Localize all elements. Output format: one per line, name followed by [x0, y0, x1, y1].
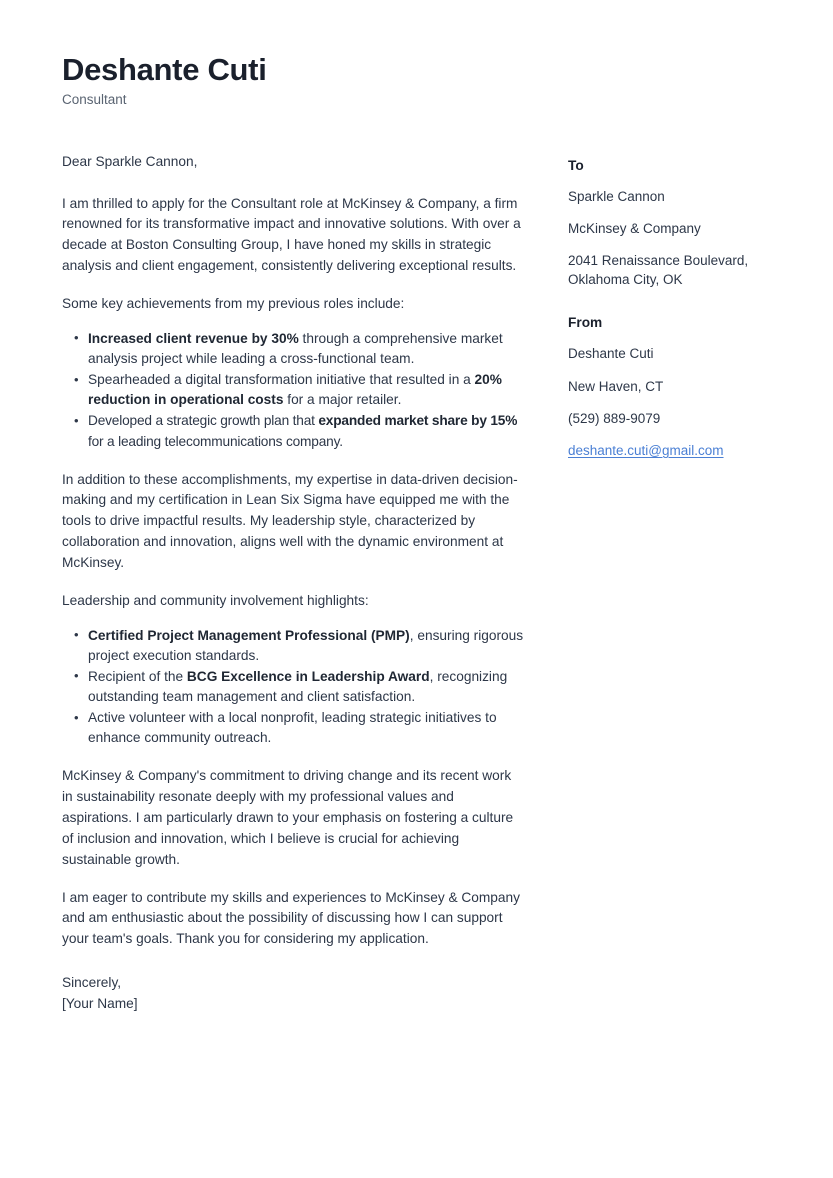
bullet-bold-lead: Certified Project Management Professional (PMP): [88, 627, 410, 643]
expertise-paragraph: In addition to these accomplishments, my expertise in data-driven decision-making and my certification in Lean Six Sigma have equipped me with the tools to drive impactful results. My leadership style, characterized by collaboration and innovation, aligns well with the dynamic environment at McKinsey.: [62, 471, 518, 570]
sender-phone: (529) 889-9079: [568, 410, 661, 426]
bullet-text-pre: Spearheaded a digital transformation initiative that resulted in a: [88, 372, 475, 388]
achievements-list: [62, 329, 524, 452]
recipient-address: 2041 Renaissance Boulevard, Oklahoma City, OK: [568, 253, 749, 288]
bullet-text: , ensuring rigorous project execution standards.: [88, 627, 524, 663]
recipient-block: [568, 158, 771, 290]
list-item: [88, 667, 524, 707]
bullet-text-post: , recognizing outstanding team management and client satisfaction.: [88, 668, 508, 705]
letter-header: [62, 52, 771, 108]
bullet-text-pre: Active volunteer with a local nonprofit, leading strategic initiatives to enhance community outreach.: [88, 710, 497, 746]
bullet-text-post: for a leading telecommunications company.: [88, 433, 343, 449]
values-paragraph: McKinsey & Company's commitment to driving change and its recent work in sustainability resonate deeply with my professional values and aspirations. I am particularly drawn to your emphasis on fostering a culture of inclusion and innovation, which I believe is crucial for achieving sustainable growth.: [62, 768, 514, 867]
leadership-list: [62, 626, 524, 749]
sender-email-link[interactable]: deshante.cuti@gmail.com: [568, 442, 724, 458]
closing-paragraph: I am eager to contribute my skills and experiences to McKinsey & Company and am enthusiastic about the possibility of discussing how I can support your team's goals. Thank you for considering my application.: [62, 889, 520, 947]
leadership-lead-in: Leadership and community involvement highlights:: [62, 592, 369, 608]
recipient-name: Sparkle Cannon: [568, 188, 665, 204]
signoff-name: [Your Name]: [62, 995, 138, 1011]
list-item: [88, 370, 524, 410]
achievements-lead-in: Some key achievements from my previous roles include:: [62, 295, 405, 311]
bullet-text-post: for a major retailer.: [283, 392, 402, 408]
list-item: [88, 626, 524, 666]
list-item: [88, 329, 524, 369]
bullet-text: through a comprehensive market analysis project while leading a cross-functional team.: [88, 330, 503, 366]
sender-block: [568, 315, 771, 460]
sender-location: New Haven, CT: [568, 378, 664, 394]
bullet-text-pre: Recipient of the: [88, 668, 187, 684]
from-heading: From: [568, 315, 603, 331]
list-item: [88, 411, 524, 451]
contact-sidebar: [524, 152, 771, 460]
to-heading: To: [568, 157, 584, 173]
bullet-bold-lead: Increased client revenue by 30%: [88, 330, 299, 346]
bullet-bold-mid: expanded market share by 15%: [318, 413, 518, 429]
bullet-text-pre: Developed a strategic growth plan that: [88, 413, 319, 429]
document-columns: [62, 152, 771, 1014]
applicant-role: Consultant: [62, 91, 127, 107]
bullet-bold-mid: BCG Excellence in Leadership Award: [186, 668, 430, 684]
applicant-name: Deshante Cuti: [62, 52, 267, 87]
signoff-word: Sincerely,: [62, 975, 122, 991]
sender-email-line: [568, 441, 771, 460]
signoff: [62, 973, 524, 1014]
salutation: Dear Sparkle Cannon,: [62, 153, 198, 169]
letter-body: [62, 152, 524, 1014]
bullet-bold-mid: 20% reduction in operational costs: [88, 372, 502, 408]
list-item: [88, 708, 524, 748]
intro-paragraph: I am thrilled to apply for the Consultant role at McKinsey & Company, a firm renowned for its transformative impact and innovative solutions. With over a decade at Boston Consulting Group, I have honed my skills in strategic analysis and client engagement, consistently delivering exceptional results.: [62, 195, 521, 274]
recipient-company: McKinsey & Company: [568, 220, 701, 236]
sender-name: Deshante Cuti: [568, 346, 654, 362]
